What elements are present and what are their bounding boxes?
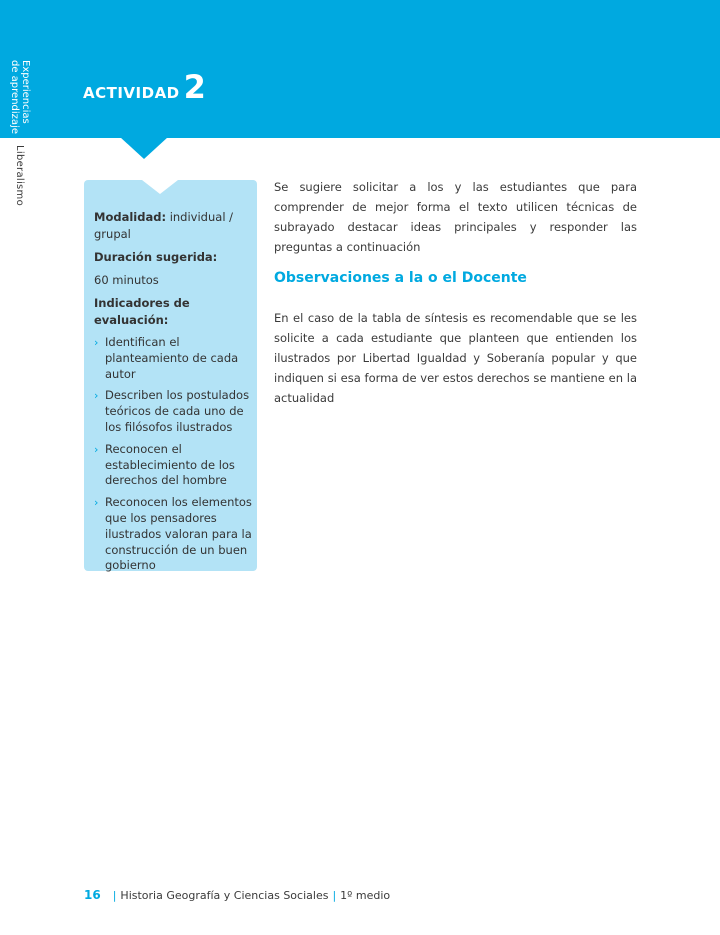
topic-side-label: Liberalismo bbox=[14, 145, 25, 207]
indicator-item bbox=[94, 335, 254, 382]
indicadores-label-line bbox=[94, 295, 254, 329]
section-side-label bbox=[9, 60, 31, 134]
activity-number: 2 bbox=[183, 68, 206, 106]
footer-grade: 1º medio bbox=[340, 889, 391, 902]
teacher-notes-heading: Observaciones a la o el Docente bbox=[274, 270, 527, 286]
indicator-text: Reconocen el establecimiento de los derechos del hombre bbox=[105, 441, 235, 488]
activity-info-content bbox=[94, 209, 254, 580]
modalidad-label: Modalidad: bbox=[94, 210, 167, 224]
bullet-arrow-icon: › bbox=[94, 389, 99, 403]
indicadores-label: Indicadores de evaluación: bbox=[94, 296, 190, 327]
intro-paragraph: Se sugiere solicitar a los y las estudiantes que para comprender de mejor forma el texto utilicen técnicas de subrayado destacar ideas principales y responder las preguntas a continuación bbox=[274, 180, 637, 254]
indicator-text: Identifican el planteamiento de cada autor bbox=[105, 335, 239, 381]
page-footer bbox=[84, 888, 390, 902]
activity-label: ACTIVIDAD bbox=[83, 84, 180, 102]
bullet-arrow-icon: › bbox=[94, 442, 99, 456]
bullet-arrow-icon: › bbox=[94, 336, 99, 349]
footer-subject: Historia Geografía y Ciencias Sociales bbox=[120, 889, 329, 902]
info-box-notch bbox=[142, 180, 178, 194]
bullet-arrow-icon: › bbox=[94, 496, 99, 510]
modalidad-line bbox=[94, 209, 254, 243]
indicator-text: Reconocen los elementos que los pensadores ilustrados valoran para la construcción de un buen gobierno bbox=[105, 495, 252, 573]
footer-separator: | bbox=[332, 889, 337, 902]
duracion-label-line bbox=[94, 249, 254, 266]
page-number: 16 bbox=[84, 888, 101, 902]
indicator-item bbox=[94, 442, 254, 489]
duracion-value: 60 minutos bbox=[94, 273, 159, 287]
teacher-notes-paragraph: En el caso de la tabla de síntesis es recomendable que se les solicite a cada estudiante que planteen que entienden los ilustrados por Libertad Igualdad y Soberanía popular y que indiquen si esa forma de ver estos derechos se mantiene en la actualidad bbox=[274, 311, 637, 405]
indicator-item bbox=[94, 388, 254, 435]
side-label-line-2: de aprendizaje bbox=[9, 60, 20, 134]
indicator-text: Describen los postulados teóricos de cada uno de los filósofos ilustrados bbox=[105, 388, 250, 434]
side-label-line-1: Experiencias bbox=[20, 60, 31, 124]
modalidad-value: individual / grupal bbox=[94, 210, 234, 241]
activity-title bbox=[83, 68, 206, 106]
header-band-notch bbox=[120, 137, 168, 159]
indicator-item bbox=[94, 495, 254, 574]
duracion-label: Duración sugerida: bbox=[94, 250, 218, 264]
indicators-list bbox=[94, 335, 254, 574]
footer-separator: | bbox=[112, 889, 117, 902]
